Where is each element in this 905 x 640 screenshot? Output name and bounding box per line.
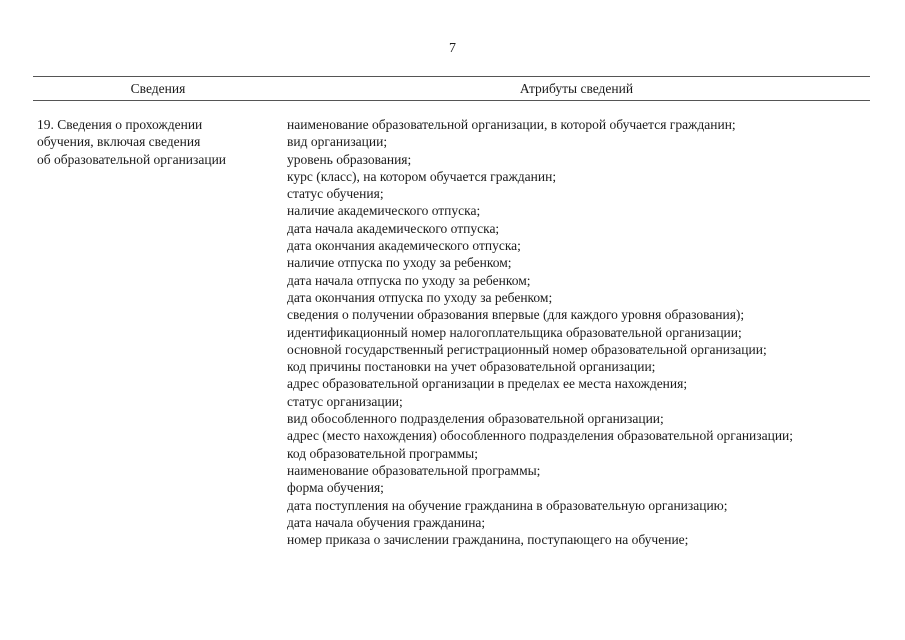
attribute-item: дата окончания академического отпуска; [287,238,521,254]
attribute-item: дата окончания отпуска по уходу за ребенком; [287,289,553,305]
attribute-item: код образовательной программы; [287,445,478,461]
attribute-item: дата поступления на обучение гражданина в образовательную организацию; [287,497,728,513]
attribute-item: курс (класс), на котором обучается гражданин; [287,168,557,184]
attribute-item: сведения о получении образования впервые (для каждого уровня образования); [287,307,745,323]
table-top-border [33,76,870,77]
info-cell-line: 19. Сведения о прохождении [37,117,203,132]
page-number: 7 [449,41,456,56]
attribute-item: наименование образовательной организации, в которой обучается гражданин; [287,117,736,132]
attribute-item: дата начала обучения гражданина; [287,514,486,530]
attribute-item: наличие академического отпуска; [287,203,481,219]
attribute-item: статус обучения; [287,186,384,202]
attribute-item: наименование образовательной программы; [287,462,541,478]
attribute-item: адрес образовательной организации в пределах ее места нахождения; [287,376,688,392]
column-header-attributes: Атрибуты сведений [519,81,634,96]
info-cell-line: обучения, включая сведения [37,134,201,150]
column-header-info: Сведения [130,81,186,96]
attribute-item: основной государственный регистрационный номер образовательной организации; [287,341,767,357]
attribute-item: вид организации; [287,134,388,150]
attribute-item: статус организации; [287,393,403,409]
attribute-item: уровень образования; [287,151,412,167]
attribute-item: дата начала отпуска по уходу за ребенком; [287,272,531,288]
attribute-item: идентификационный номер налогоплательщика образовательной организации; [287,324,742,340]
attribute-item: номер приказа о зачислении гражданина, поступающего на обучение; [287,532,689,548]
attribute-item: адрес (место нахождения) обособленного подразделения образовательной организации; [287,428,794,444]
attribute-item: код причины постановки на учет образовательной организации; [287,359,656,375]
table-header-divider [33,100,870,101]
info-cell [37,116,277,168]
info-cell-line: об образовательной организации [37,151,227,167]
attribute-item: дата начала академического отпуска; [287,220,500,236]
attribute-item: вид обособленного подразделения образовательной организации; [287,411,664,427]
attributes-list [287,116,867,548]
attribute-item: форма обучения; [287,480,384,496]
attribute-item: наличие отпуска по уходу за ребенком; [287,255,512,271]
